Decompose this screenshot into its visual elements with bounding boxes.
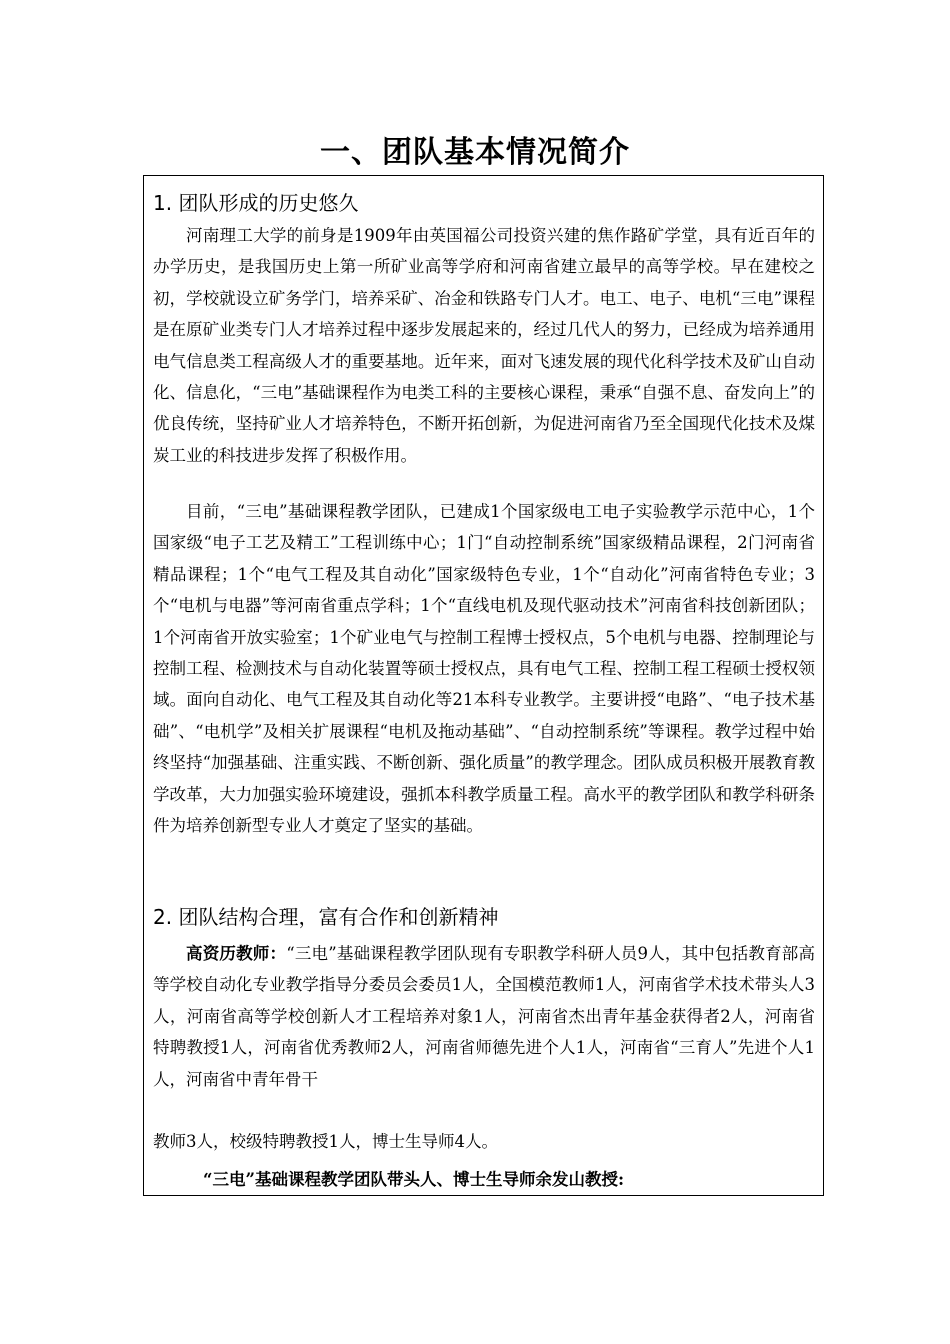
- history-paragraph: 河南理工大学的前身是1909年由英国福公司投资兴建的焦作路矿学堂，具有近百年的办学历史，是我国历史上第一所矿业高等学府和河南省建立最早的高等学校。早在建校之初，学校就设立矿务学门，培养采矿、冶金和铁路专门人才。电工、电子、电机“三电”课程是在原矿业类专门人才培养过程中逐步发展起来的，经过几代人的努力，已经成为培养通用电气信息类工程高级人才的重要基地。近年来，面对飞速发展的现代化科学技术及矿山自动化、信息化，“三电”基础课程作为电类工科的主要核心课程，秉承“自强不息、奋发向上”的优良传统，坚持矿业人才培养特色，不断开拓创新，为促进河南省乃至全国现代化技术及煤炭工业的科技进步发挥了积极作用。: [153, 226, 815, 465]
- team-leader-line: “三电”基础课程教学团队带头人、博士生导师余发山教授:: [203, 1170, 625, 1189]
- section-heading-structure: 2. 团队结构合理，富有合作和创新精神: [153, 905, 499, 929]
- page-title: 一、团队基本情况简介: [320, 135, 630, 170]
- senior-teachers-text: “三电”基础课程教学团队现有专职教学科研人员9人，其中包括教育部高等学校自动化专业教学指导分委员会委员1人，全国模范教师1人，河南省学术技术带头人3人，河南省高等学校创新人才工程培养对象1人，河南省杰出青年基金获得者2人，河南省特聘教授1人，河南省优秀教师2人，河南省师德先进个人1人，河南省“三育人”先进个人1人，河南省中青年骨干: [153, 944, 816, 1089]
- senior-teachers-label: 高资历教师：: [186, 944, 287, 963]
- senior-teachers-paragraph: [153, 938, 815, 1095]
- senior-teachers-continuation: 教师3人，校级特聘教授1人，博士生导师4人。: [153, 1132, 498, 1151]
- section-heading-history: 1. 团队形成的历史悠久: [153, 191, 359, 215]
- achievements-paragraph: 目前，“三电”基础课程教学团队，已建成1个国家级电工电子实验教学示范中心，1个国家级“电子工艺及精工”工程训练中心；1门“自动控制系统”国家级精品课程，2门河南省精品课程；1个“电气工程及其自动化”国家级特色专业，1个“自动化”河南省特色专业；3个“电机与电器”等河南省重点学科；1个“直线电机及现代驱动技术”河南省科技创新团队；1个河南省开放实验室；1个矿业电气与控制工程博士授权点，5个电机与电器、控制理论与控制工程、检测技术与自动化装置等硕士授权点，具有电气工程、控制工程工程硕士授权领域。面向自动化、电气工程及其自动化等21本科专业教学。主要讲授“电路”、“电子技术基础”、“电机学”及相关扩展课程“电机及拖动基础”、“自动控制系统”等课程。教学过程中始终坚持“加强基础、注重实践、不断创新、强化质量”的教学理念。团队成员积极开展教育教学改革，大力加强实验环境建设，强抓本科教学质量工程。高水平的教学团队和教学科研条件为培养创新型专业人才奠定了坚实的基础。: [153, 502, 815, 836]
